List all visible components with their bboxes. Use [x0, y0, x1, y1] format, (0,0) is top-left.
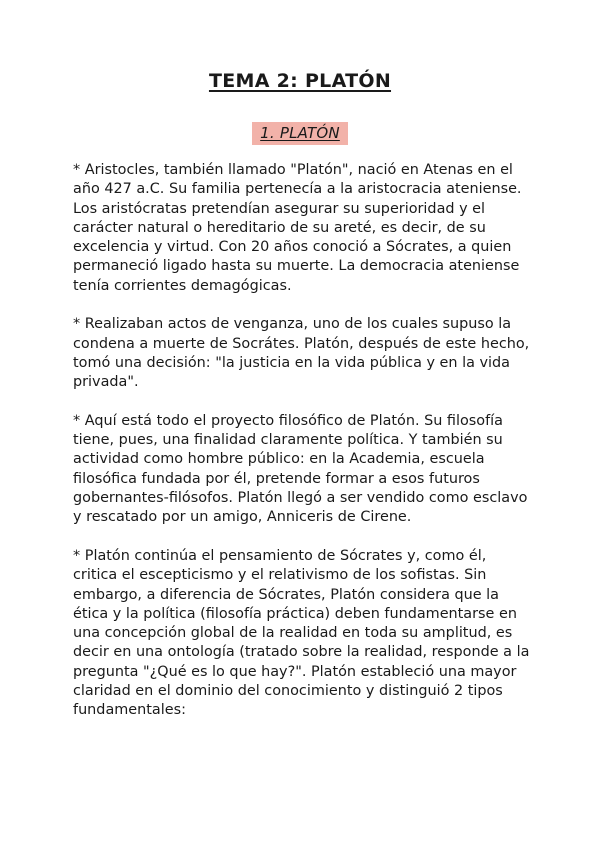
section-heading-text: 1. PLATÓN: [252, 122, 348, 145]
paragraph-2: * Realizaban actos de venganza, uno de los cuales supuso la condena a muerte de Socrátes. Platón, después de este hecho, tomó una decisión: "la justicia en la vida pública y en la vida privada".: [73, 316, 530, 391]
page-title-text: TEMA 2: PLATÓN: [208, 70, 392, 92]
document-body: [73, 161, 535, 740]
paragraph-3: * Aquí está todo el proyecto filosófico de Platón. Su filosofía tiene, pues, una finalidad claramente política. Y también su actividad como hombre público: en la Academia, escuela filosófica fundada por él, pretende formar a esos futuros gobernantes-filósofos. Platón llegó a ser vendido como esclavo y rescatado por un amigo, Anniceris de Cirene.: [73, 412, 528, 526]
section-heading: [0, 122, 600, 145]
paragraph-4: * Platón continúa el pensamiento de Sócrates y, como él, critica el escepticismo y el relativismo de los sofistas. Sin embargo, a diferencia de Sócrates, Platón considera que la ética y la política (filosofía práctica) deben fundamentarse en una concepción global de la realidad en toda su amplitud, es decir en una ontología (tratado sobre la realidad, responde a la pregunta "¿Qué es lo que hay?". Platón estableció una mayor claridad en el dominio del conocimiento y distinguió 2 tipos fundamentales:: [73, 547, 530, 719]
page-title: [0, 70, 600, 92]
paragraph-1: * Aristocles, también llamado "Platón", nació en Atenas en el año 427 a.C. Su familia pertenecía a la aristocracia ateniense. Los aristócratas pretendían asegurar su superioridad y el carácter natural o hereditario de su areté, es decir, de su excelencia y virtud. Con 20 años conoció a Sócrates, a quien permaneció ligado hasta su muerte. La democracia ateniense tenía corrientes demagógicas.: [73, 162, 522, 294]
